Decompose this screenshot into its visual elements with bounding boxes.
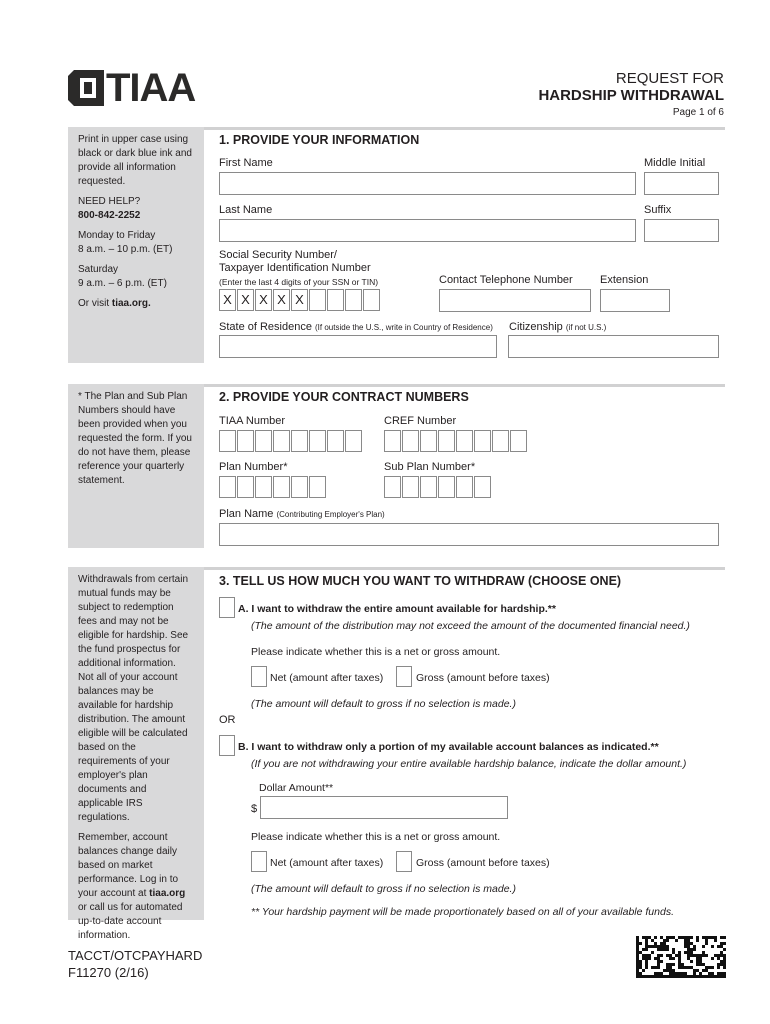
tiaa-number-cell[interactable] bbox=[291, 430, 308, 452]
citizenship-field[interactable] bbox=[508, 335, 719, 358]
logo-wordmark: TIAA bbox=[106, 66, 196, 110]
middle-initial-label: Middle Initial bbox=[644, 157, 706, 169]
sidebar-contract-note bbox=[68, 384, 204, 548]
contract-note-text: * The Plan and Sub Plan Numbers should have been provided when you requested the form. If you do not have them, please reference your quarterly statement. bbox=[78, 391, 192, 486]
dollar-amount-field[interactable] bbox=[260, 796, 508, 819]
barcode-icon bbox=[636, 936, 726, 978]
footnote: ** Your hardship payment will be made proportionately based on all of your available funds. bbox=[251, 906, 674, 918]
tiaa-logo-icon bbox=[68, 70, 104, 106]
tiaa-number-cell[interactable] bbox=[237, 430, 254, 452]
option-b-label: B. I want to withdraw only a portion of my available account balances as indicated.** bbox=[238, 741, 659, 753]
ssn-cell[interactable] bbox=[327, 289, 344, 311]
option-b-note: (If you are not withdrawing your entire available hardship balance, indicate the dollar amount.) bbox=[251, 758, 687, 770]
ssn-label-1: Social Security Number/ bbox=[219, 249, 337, 261]
cref-number-cell[interactable] bbox=[420, 430, 437, 452]
visit-prefix: Or visit bbox=[78, 298, 112, 309]
option-a-note: (The amount of the distribution may not exceed the amount of the documented financial need.) bbox=[251, 620, 690, 632]
section-2-title: 2. PROVIDE YOUR CONTRACT NUMBERS bbox=[219, 390, 469, 404]
plan-number-cell[interactable] bbox=[237, 476, 254, 498]
option-b-default-note: (The amount will default to gross if no selection is made.) bbox=[251, 883, 516, 895]
cref-number-cell[interactable] bbox=[510, 430, 527, 452]
account-note-b: or call us for automated up-to-date account information. bbox=[78, 902, 183, 941]
account-note-a: Remember, account balances change daily based on market performance. Log in to your account at bbox=[78, 832, 179, 899]
section-1-rule bbox=[204, 127, 725, 130]
help-phone: 800-842-2252 bbox=[78, 210, 141, 221]
sub-plan-number-cell[interactable] bbox=[474, 476, 491, 498]
visit-link[interactable]: tiaa.org. bbox=[111, 298, 151, 309]
tiaa-number-cell[interactable] bbox=[219, 430, 236, 452]
option-b-net-checkbox[interactable] bbox=[251, 851, 267, 872]
tiaa-number-label: TIAA Number bbox=[219, 415, 286, 427]
form-code-2: F11270 (2/16) bbox=[68, 965, 149, 980]
sub-plan-number-cell[interactable] bbox=[384, 476, 401, 498]
withdrawal-note-text: Withdrawals from certain mutual funds may be subject to redemption fees and may not be eligible for hardship. See the fund prospectus for additional information. Not all of your account balances may be available for hardship distribution. The amount eligible will be calculated based on the requirements of your employer's plan documents and applicable IRS regulations. bbox=[78, 574, 189, 823]
section-2-rule bbox=[204, 384, 725, 387]
tiaa-number-cells bbox=[219, 430, 363, 452]
weekday-days: Monday to Friday bbox=[78, 230, 156, 241]
ssn-cell[interactable] bbox=[345, 289, 362, 311]
option-a-indicate: Please indicate whether this is a net or gross amount. bbox=[251, 646, 501, 658]
saturday-hours: 9 a.m. – 6 p.m. (ET) bbox=[78, 278, 167, 289]
sub-plan-number-cell[interactable] bbox=[438, 476, 455, 498]
sub-plan-number-cell[interactable] bbox=[420, 476, 437, 498]
section-1-title: 1. PROVIDE YOUR INFORMATION bbox=[219, 133, 420, 147]
plan-number-cell[interactable] bbox=[219, 476, 236, 498]
option-a-label: A. I want to withdraw the entire amount available for hardship.** bbox=[238, 603, 556, 615]
plan-name-label bbox=[219, 508, 385, 520]
ssn-cells bbox=[219, 289, 381, 311]
sub-plan-number-label: Sub Plan Number* bbox=[384, 461, 476, 473]
barcode-2d bbox=[636, 936, 726, 983]
first-name-label: First Name bbox=[219, 157, 273, 169]
last-name-field[interactable] bbox=[219, 219, 636, 242]
plan-number-cell[interactable] bbox=[273, 476, 290, 498]
option-a-net-label: Net (amount after taxes) bbox=[270, 672, 384, 684]
ssn-cell[interactable]: X bbox=[273, 289, 290, 311]
option-b-checkbox[interactable] bbox=[219, 735, 235, 756]
tiaa-number-cell[interactable] bbox=[309, 430, 326, 452]
citizenship-hint: (if not U.S.) bbox=[565, 323, 607, 332]
sub-plan-number-cell[interactable] bbox=[456, 476, 473, 498]
weekday-hours: 8 a.m. – 10 p.m. (ET) bbox=[78, 244, 173, 255]
section-3-title: 3. TELL US HOW MUCH YOU WANT TO WITHDRAW (CHOOSE ONE) bbox=[219, 574, 622, 588]
form-code bbox=[68, 947, 202, 981]
option-b-gross-label: Gross (amount before taxes) bbox=[416, 857, 550, 869]
instructions-text: Print in upper case using black or dark blue ink and provide all information requested. bbox=[78, 134, 192, 187]
section-3-rule bbox=[204, 567, 725, 570]
state-field[interactable] bbox=[219, 335, 497, 358]
ssn-cell[interactable]: X bbox=[219, 289, 236, 311]
ssn-cell[interactable] bbox=[363, 289, 380, 311]
suffix-field[interactable] bbox=[644, 219, 719, 242]
ssn-cell[interactable]: X bbox=[291, 289, 308, 311]
sidebar-withdrawal-note bbox=[68, 567, 204, 941]
sub-plan-number-cell[interactable] bbox=[402, 476, 419, 498]
dollar-sign: $ bbox=[251, 803, 258, 815]
plan-number-cells bbox=[219, 476, 327, 498]
contact-phone-label: Contact Telephone Number bbox=[439, 274, 573, 286]
extension-field[interactable] bbox=[600, 289, 670, 312]
ssn-cell[interactable]: X bbox=[255, 289, 272, 311]
title-line-1: REQUEST FOR bbox=[615, 70, 724, 87]
middle-initial-field[interactable] bbox=[644, 172, 719, 195]
sub-plan-number-cells bbox=[384, 476, 492, 498]
plan-number-cell[interactable] bbox=[291, 476, 308, 498]
ssn-cell[interactable]: X bbox=[237, 289, 254, 311]
form-title bbox=[538, 70, 724, 121]
tiaa-logo bbox=[68, 66, 196, 111]
citizenship-label-text: Citizenship bbox=[509, 321, 563, 333]
cref-number-cells bbox=[384, 430, 528, 452]
extension-label: Extension bbox=[600, 274, 649, 286]
tiaa-number-cell[interactable] bbox=[345, 430, 362, 452]
plan-name-hint: (Contributing Employer's Plan) bbox=[276, 510, 385, 519]
account-note-link[interactable]: tiaa.org bbox=[149, 888, 186, 899]
cref-number-cell[interactable] bbox=[492, 430, 509, 452]
plan-number-cell[interactable] bbox=[309, 476, 326, 498]
cref-number-cell[interactable] bbox=[474, 430, 491, 452]
cref-number-label: CREF Number bbox=[384, 415, 457, 427]
plan-name-label-text: Plan Name bbox=[219, 508, 274, 520]
tiaa-number-cell[interactable] bbox=[273, 430, 290, 452]
state-label bbox=[219, 321, 493, 333]
ssn-hint: (Enter the last 4 digits of your SSN or TIN) bbox=[219, 277, 379, 287]
need-help-label: NEED HELP? bbox=[78, 196, 141, 207]
ssn-cell[interactable] bbox=[309, 289, 326, 311]
cref-number-cell[interactable] bbox=[402, 430, 419, 452]
option-b-indicate: Please indicate whether this is a net or gross amount. bbox=[251, 831, 501, 843]
saturday-days: Saturday bbox=[78, 264, 119, 275]
citizenship-label bbox=[509, 321, 606, 333]
or-separator: OR bbox=[219, 714, 236, 726]
option-a-default-note: (The amount will default to gross if no selection is made.) bbox=[251, 698, 516, 710]
last-name-label: Last Name bbox=[219, 204, 273, 216]
option-a-gross-checkbox[interactable] bbox=[396, 666, 412, 687]
option-b-net-label: Net (amount after taxes) bbox=[270, 857, 384, 869]
title-line-2: HARDSHIP WITHDRAWAL bbox=[538, 87, 724, 104]
page-number: Page 1 of 6 bbox=[672, 107, 724, 118]
state-label-text: State of Residence bbox=[219, 321, 312, 333]
form-code-1: TACCT/OTCPAYHARD bbox=[68, 948, 203, 963]
state-hint: (If outside the U.S., write in Country of Residence) bbox=[315, 323, 493, 332]
tiaa-number-cell[interactable] bbox=[327, 430, 344, 452]
plan-name-field[interactable] bbox=[219, 523, 719, 546]
sidebar-instructions bbox=[68, 127, 204, 363]
first-name-field[interactable] bbox=[219, 172, 636, 195]
dollar-amount-label: Dollar Amount** bbox=[259, 782, 334, 794]
option-a-net-checkbox[interactable] bbox=[251, 666, 267, 687]
option-b-gross-checkbox[interactable] bbox=[396, 851, 412, 872]
option-a-gross-label: Gross (amount before taxes) bbox=[416, 672, 550, 684]
plan-number-cell[interactable] bbox=[255, 476, 272, 498]
option-a-checkbox[interactable] bbox=[219, 597, 235, 618]
ssn-label-2: Taxpayer Identification Number bbox=[219, 262, 371, 274]
contact-phone-field[interactable] bbox=[439, 289, 591, 312]
cref-number-cell[interactable] bbox=[384, 430, 401, 452]
suffix-label: Suffix bbox=[644, 204, 672, 216]
cref-number-cell[interactable] bbox=[438, 430, 455, 452]
plan-number-label: Plan Number* bbox=[219, 461, 288, 473]
cref-number-cell[interactable] bbox=[456, 430, 473, 452]
tiaa-number-cell[interactable] bbox=[255, 430, 272, 452]
